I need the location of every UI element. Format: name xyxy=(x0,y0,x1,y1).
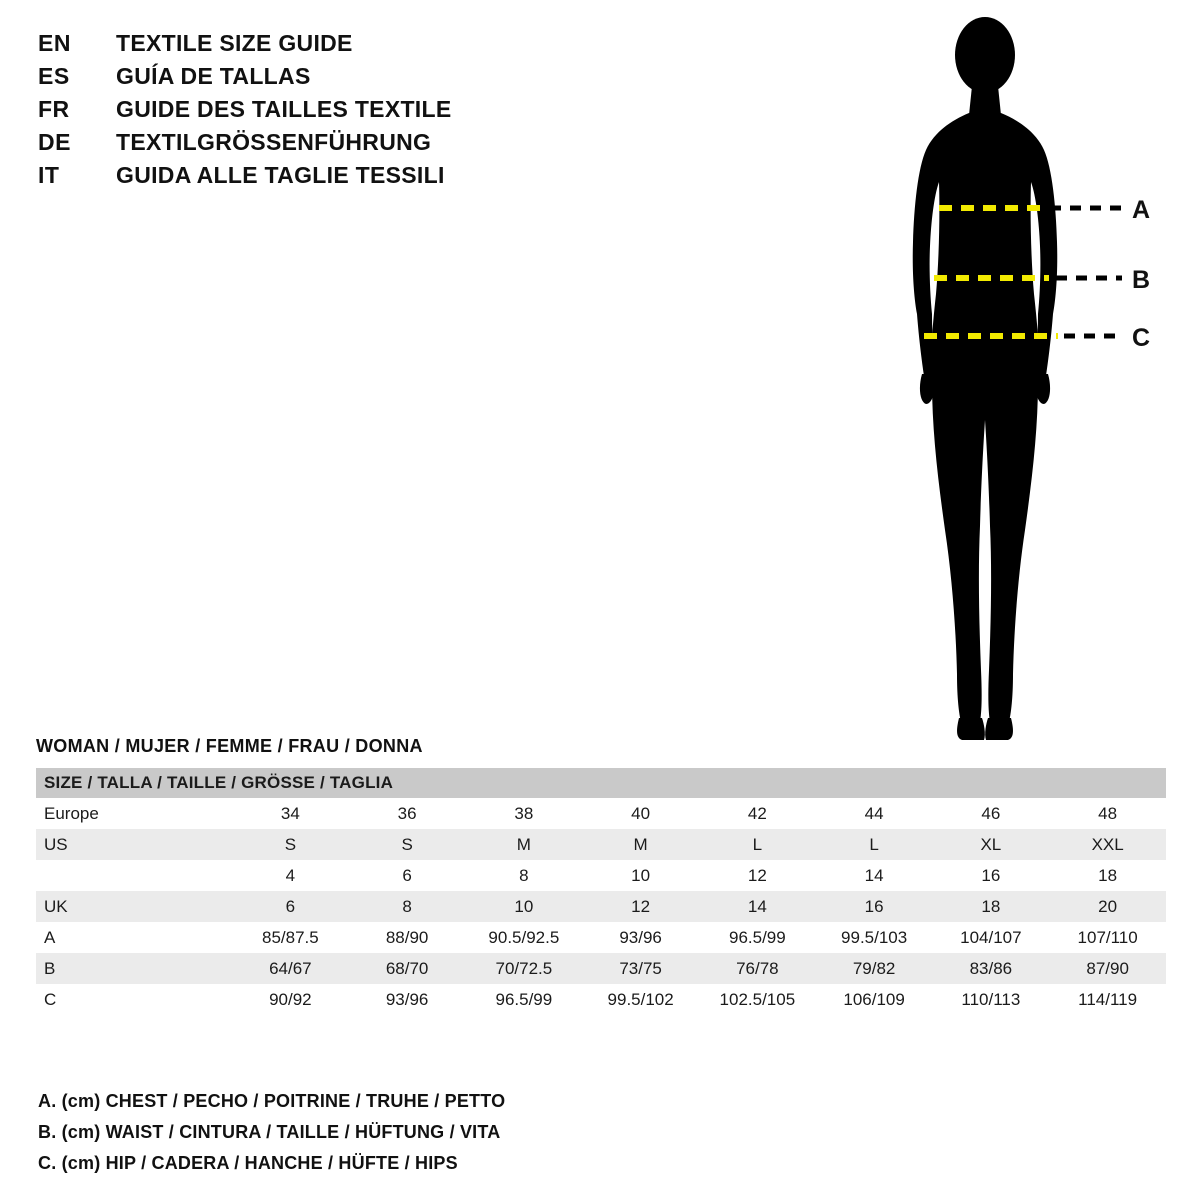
table-cell: 96.5/99 xyxy=(699,922,816,953)
table-cell: 93/96 xyxy=(349,984,466,1015)
table-row xyxy=(36,953,1166,984)
table-cell: M xyxy=(582,829,699,860)
table-cell: 6 xyxy=(232,891,349,922)
legend-item-hip: C. (cm) HIP / CADERA / HANCHE / HÜFTE / HIPS xyxy=(38,1153,458,1173)
row-label: US xyxy=(36,829,232,860)
table-cell: 8 xyxy=(466,860,583,891)
table-cell: 10 xyxy=(582,860,699,891)
table-cell: 102.5/105 xyxy=(699,984,816,1015)
title-text: TEXTILE SIZE GUIDE xyxy=(116,30,353,56)
table-cell: 20 xyxy=(1049,891,1166,922)
table-cell: XXL xyxy=(1049,829,1166,860)
table-cell: 8 xyxy=(349,891,466,922)
title-row xyxy=(38,162,658,195)
table-cell: 16 xyxy=(933,860,1050,891)
table-cell: 12 xyxy=(582,891,699,922)
table-cell: 90.5/92.5 xyxy=(466,922,583,953)
table-cell: 42 xyxy=(699,798,816,829)
section-label: WOMAN / MUJER / FEMME / FRAU / DONNA xyxy=(36,736,423,756)
table-cell: 114/119 xyxy=(1049,984,1166,1015)
table-row xyxy=(36,829,1166,860)
table-row xyxy=(36,860,1166,891)
title-lang-code: DE xyxy=(38,129,71,155)
table-cell: 14 xyxy=(699,891,816,922)
legend-item-chest: A. (cm) CHEST / PECHO / POITRINE / TRUHE / PETTO xyxy=(38,1091,506,1111)
table-cell: XL xyxy=(933,829,1050,860)
table-cell: 90/92 xyxy=(232,984,349,1015)
table-row xyxy=(36,798,1166,829)
table-cell: 70/72.5 xyxy=(466,953,583,984)
table-row xyxy=(36,891,1166,922)
table-row xyxy=(36,984,1166,1015)
table-cell: 38 xyxy=(466,798,583,829)
table-cell: 99.5/103 xyxy=(816,922,933,953)
title-text: TEXTILGRÖSSENFÜHRUNG xyxy=(116,129,432,155)
table-cell: 12 xyxy=(699,860,816,891)
table-cell: 76/78 xyxy=(699,953,816,984)
legend-item-waist: B. (cm) WAIST / CINTURA / TAILLE / HÜFTUNG / VITA xyxy=(38,1122,501,1142)
table-cell: 46 xyxy=(933,798,1050,829)
title-text: GUIDA ALLE TAGLIE TESSILI xyxy=(116,162,445,188)
table-cell: 104/107 xyxy=(933,922,1050,953)
row-label: A xyxy=(36,922,232,953)
title-lang-code: EN xyxy=(38,30,71,56)
title-row xyxy=(38,96,658,129)
table-cell: 99.5/102 xyxy=(582,984,699,1015)
marker-label-a: A xyxy=(1132,196,1151,224)
table-cell: 14 xyxy=(816,860,933,891)
title-row xyxy=(38,63,658,96)
legend-block xyxy=(38,1086,738,1179)
title-lang-code: IT xyxy=(38,162,60,188)
table-cell: 110/113 xyxy=(933,984,1050,1015)
table-cell: 64/67 xyxy=(232,953,349,984)
table-cell: 40 xyxy=(582,798,699,829)
row-label: C xyxy=(36,984,232,1015)
table-cell: S xyxy=(349,829,466,860)
table-cell: 48 xyxy=(1049,798,1166,829)
row-label xyxy=(36,860,232,891)
body-figure-diagram xyxy=(860,10,1190,760)
table-header-row xyxy=(36,768,1166,798)
table-cell: 10 xyxy=(466,891,583,922)
table-cell: 73/75 xyxy=(582,953,699,984)
female-silhouette-icon xyxy=(860,10,1190,760)
table-cell: 44 xyxy=(816,798,933,829)
table-row xyxy=(36,922,1166,953)
table-cell: 88/90 xyxy=(349,922,466,953)
table-cell: 68/70 xyxy=(349,953,466,984)
table-cell: 93/96 xyxy=(582,922,699,953)
table-cell: 18 xyxy=(1049,860,1166,891)
title-text: GUÍA DE TALLAS xyxy=(116,63,311,89)
table-cell: L xyxy=(699,829,816,860)
table-cell: 79/82 xyxy=(816,953,933,984)
table-cell: S xyxy=(232,829,349,860)
size-table xyxy=(36,768,1166,1015)
title-row xyxy=(38,30,658,63)
table-cell: 34 xyxy=(232,798,349,829)
table-cell: 36 xyxy=(349,798,466,829)
table-cell: 107/110 xyxy=(1049,922,1166,953)
table-cell: 83/86 xyxy=(933,953,1050,984)
table-cell: 96.5/99 xyxy=(466,984,583,1015)
title-text: GUIDE DES TAILLES TEXTILE xyxy=(116,96,452,122)
table-header-label: SIZE / TALLA / TAILLE / GRÖSSE / TAGLIA xyxy=(36,768,1166,798)
table-cell: 4 xyxy=(232,860,349,891)
table-cell: 6 xyxy=(349,860,466,891)
table-cell: 106/109 xyxy=(816,984,933,1015)
marker-label-c: C xyxy=(1132,324,1151,352)
table-cell: 18 xyxy=(933,891,1050,922)
row-label: Europe xyxy=(36,798,232,829)
marker-label-b: B xyxy=(1132,266,1151,294)
row-label: B xyxy=(36,953,232,984)
table-cell: M xyxy=(466,829,583,860)
title-lang-code: ES xyxy=(38,63,70,89)
table-cell: L xyxy=(816,829,933,860)
title-lang-code: FR xyxy=(38,96,70,122)
table-cell: 87/90 xyxy=(1049,953,1166,984)
row-label: UK xyxy=(36,891,232,922)
table-cell: 16 xyxy=(816,891,933,922)
title-row xyxy=(38,129,658,162)
title-block xyxy=(38,30,658,195)
size-table-area xyxy=(36,736,1166,1015)
table-cell: 85/87.5 xyxy=(232,922,349,953)
